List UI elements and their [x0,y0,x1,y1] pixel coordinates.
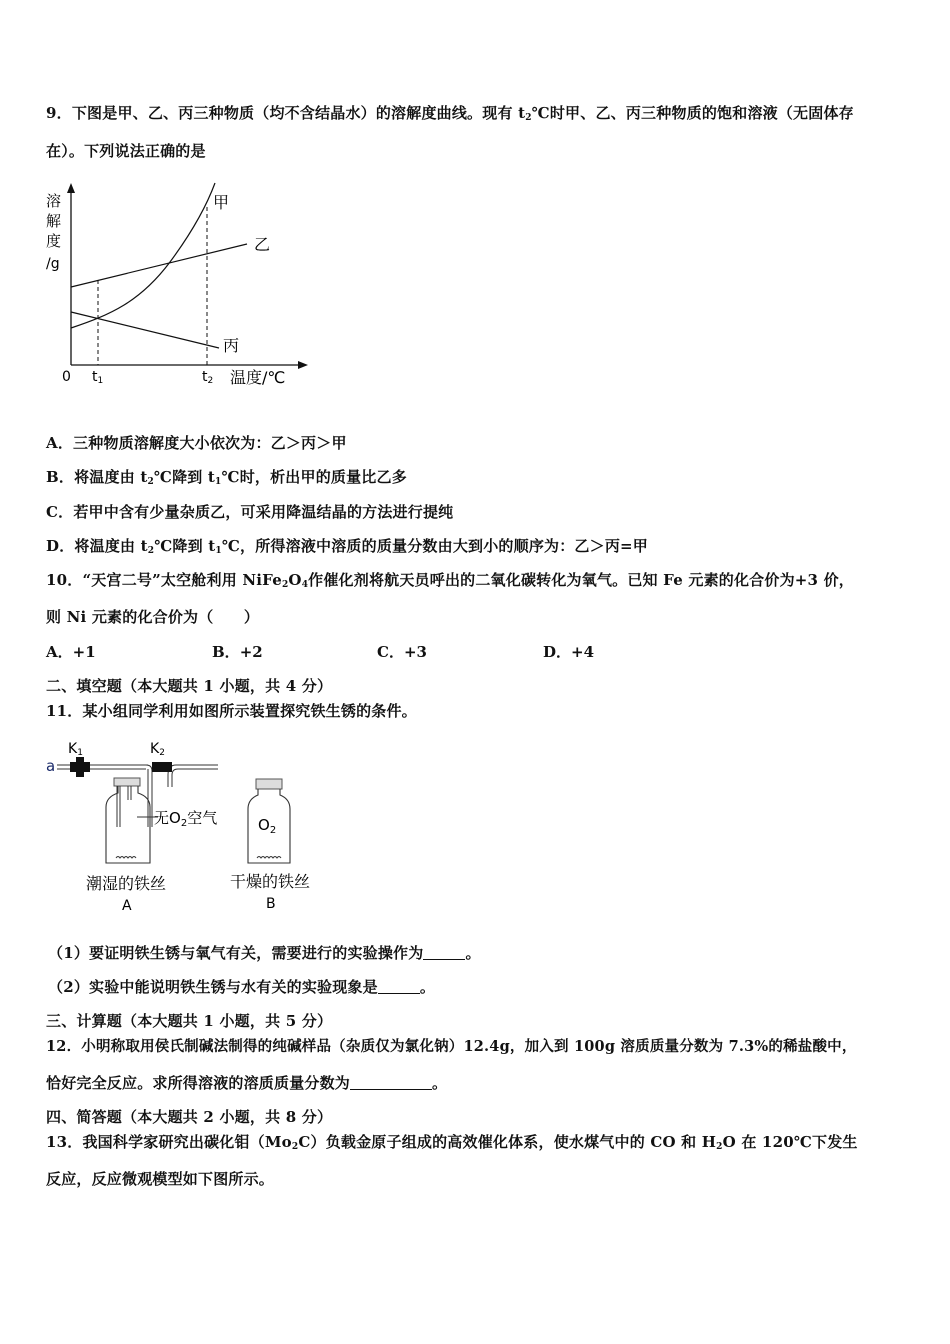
q10-option-c [377,641,427,662]
punctuation: 。 [465,944,481,962]
stem-text: 13．我国科学家研究出碳化钼（Mo [46,1133,292,1151]
caption-a: 潮湿的铁丝 [86,874,167,893]
iron-wire-b-icon [257,857,281,859]
stem-text: 恰好完全反应。求所得溶液的溶质质量分数为 [46,1074,351,1092]
q9-stem-line2: 在）。下列说法正确的是 [46,142,206,160]
y-label-char: 度 [46,232,62,250]
origin-label: 0 [62,369,71,385]
option-label: C． [377,643,404,661]
option-label: A． [46,643,73,661]
option-label: D． [46,537,75,555]
series-yi-label: 乙 [254,235,271,254]
q11-sub1 [48,942,481,963]
q13-line2: 反应，反应微观模型如下图所示。 [46,1170,275,1188]
solubility-chart [40,180,320,400]
q9-option-b [46,466,407,487]
series-jia-curve [71,183,215,328]
option-text: +1 [72,643,96,661]
valve-k2-label: K2 [150,741,165,758]
option-text: ℃降到 t [154,537,216,555]
stem-text: ℃时甲、乙、丙三种物质的饱和溶液（无固体存 [531,104,854,122]
t1-tick-label: t1 [92,369,104,386]
stopper-b [256,779,282,789]
subscript: 2 [716,1142,723,1152]
answer-blank[interactable] [423,945,465,960]
caption-b: 干燥的铁丝 [230,872,311,891]
series-bing-label: 丙 [223,336,240,355]
answer-blank[interactable] [350,1075,432,1090]
sub-question-text: （2）实验中能说明铁生锈与水有关的实验现象是 [48,978,378,996]
q9-option-d [46,535,648,556]
q10-stem-line1 [46,569,854,590]
option-text: 将温度由 t [74,537,148,555]
q9-option-c [46,501,453,522]
option-text: ℃降到 t [153,468,216,486]
valve-k2-icon [152,762,172,772]
q9-stem-line1 [46,102,854,123]
y-axis-arrow-icon [67,183,75,193]
stem-text: O 在 120℃下发生 [722,1133,858,1151]
subscript: 2 [525,113,532,123]
stem-text: 下图是甲、乙、丙三种物质（均不含结晶水）的溶解度曲线。现有 t [71,104,526,122]
subscript: 2 [281,580,289,590]
y-label-char: 溶 [46,192,62,210]
option-text: ℃，所得溶液中溶质的质量分数由大到小的顺序为：乙＞丙=甲 [221,537,648,555]
question-number: 9． [46,104,72,122]
inlet-a-label: a [46,757,56,775]
option-text: 若甲中含有少量杂质乙，可采用降温结晶的方法进行提纯 [73,503,454,521]
subscript: 2 [291,1142,299,1152]
q10-option-a [46,641,96,662]
y-label-unit: /g [46,256,60,272]
stem-text: C）负载金原子组成的高效催化体系，使水煤气中的 CO 和 H [298,1133,717,1151]
iron-wire-a-icon [116,857,136,859]
stem-text: 作催化剂将航天员呼出的二氧化碳转化为氧气。已知 Fe 元素的化合价为+3 价， [308,571,855,589]
q10-option-b [212,641,263,662]
subscript: 1 [215,546,222,556]
q11-stem: 11．某小组同学利用如图所示装置探究铁生锈的条件。 [46,702,417,720]
q12-line2 [46,1072,447,1093]
option-text: ℃时，析出甲的质量比乙多 [221,468,407,486]
solubility-curve-svg [40,180,320,400]
gas-label-b: $O_2$ [258,816,277,836]
q10-option-d [543,641,594,662]
stem-text: 10．“天宫二号”太空舱利用 NiFe [46,571,282,589]
valve-k1-label: K1 [68,741,83,758]
answer-blank[interactable] [378,979,420,994]
stem-text: O [288,571,302,589]
option-text: 三种物质溶解度大小依次为：乙＞丙＞甲 [73,434,347,452]
q11-sub2 [48,976,435,997]
subscript: 4 [301,580,309,590]
option-text: 将温度由 t [74,468,148,486]
q13-line1 [46,1131,858,1152]
series-yi-line [71,244,247,287]
option-text: +3 [403,643,427,661]
section-heading: 四、简答题（本大题共 2 小题，共 8 分） [46,1108,333,1126]
q10-stem-line2: 则 Ni 元素的化合价为（ ） [46,608,260,626]
series-jia-label: 甲 [213,193,230,212]
stopper-a [114,778,140,786]
punctuation: 。 [432,1074,448,1092]
sub-question-text: （1）要证明铁生锈与氧气有关，需要进行的实验操作为 [48,944,424,962]
label-a: A [122,898,132,914]
punctuation: 。 [419,978,436,996]
option-label: B． [46,468,75,486]
gas-label-a: 无$O_2$空气 [154,809,218,829]
series-bing-line [71,312,219,348]
x-axis-label: 温度/℃ [230,368,286,387]
option-label: D． [543,643,572,661]
option-label: A． [46,434,74,452]
subscript: 1 [215,477,222,487]
apparatus-svg [40,735,340,920]
t2-tick-label: t2 [202,369,214,386]
option-label: C． [46,503,74,521]
label-b: B [266,896,276,912]
subscript: 2 [147,546,155,556]
rust-experiment-figure [40,735,340,920]
q9-option-a [46,432,347,453]
x-axis-arrow-icon [298,361,308,369]
option-label: B． [212,643,240,661]
section-heading: 二、填空题（本大题共 1 小题，共 4 分） [46,677,333,695]
subscript: 2 [147,477,154,487]
section-heading: 三、计算题（本大题共 1 小题，共 5 分） [46,1012,333,1030]
y-label-char: 解 [46,212,62,230]
option-text: +2 [239,643,263,661]
q12-line1: 12．小明称取用侯氏制碱法制得的纯碱样品（杂质仅为氯化钠）12.4g，加入到 100g 溶质质量分数为 7.3%的稀盐酸中， [46,1038,857,1055]
option-text: +4 [571,643,595,661]
